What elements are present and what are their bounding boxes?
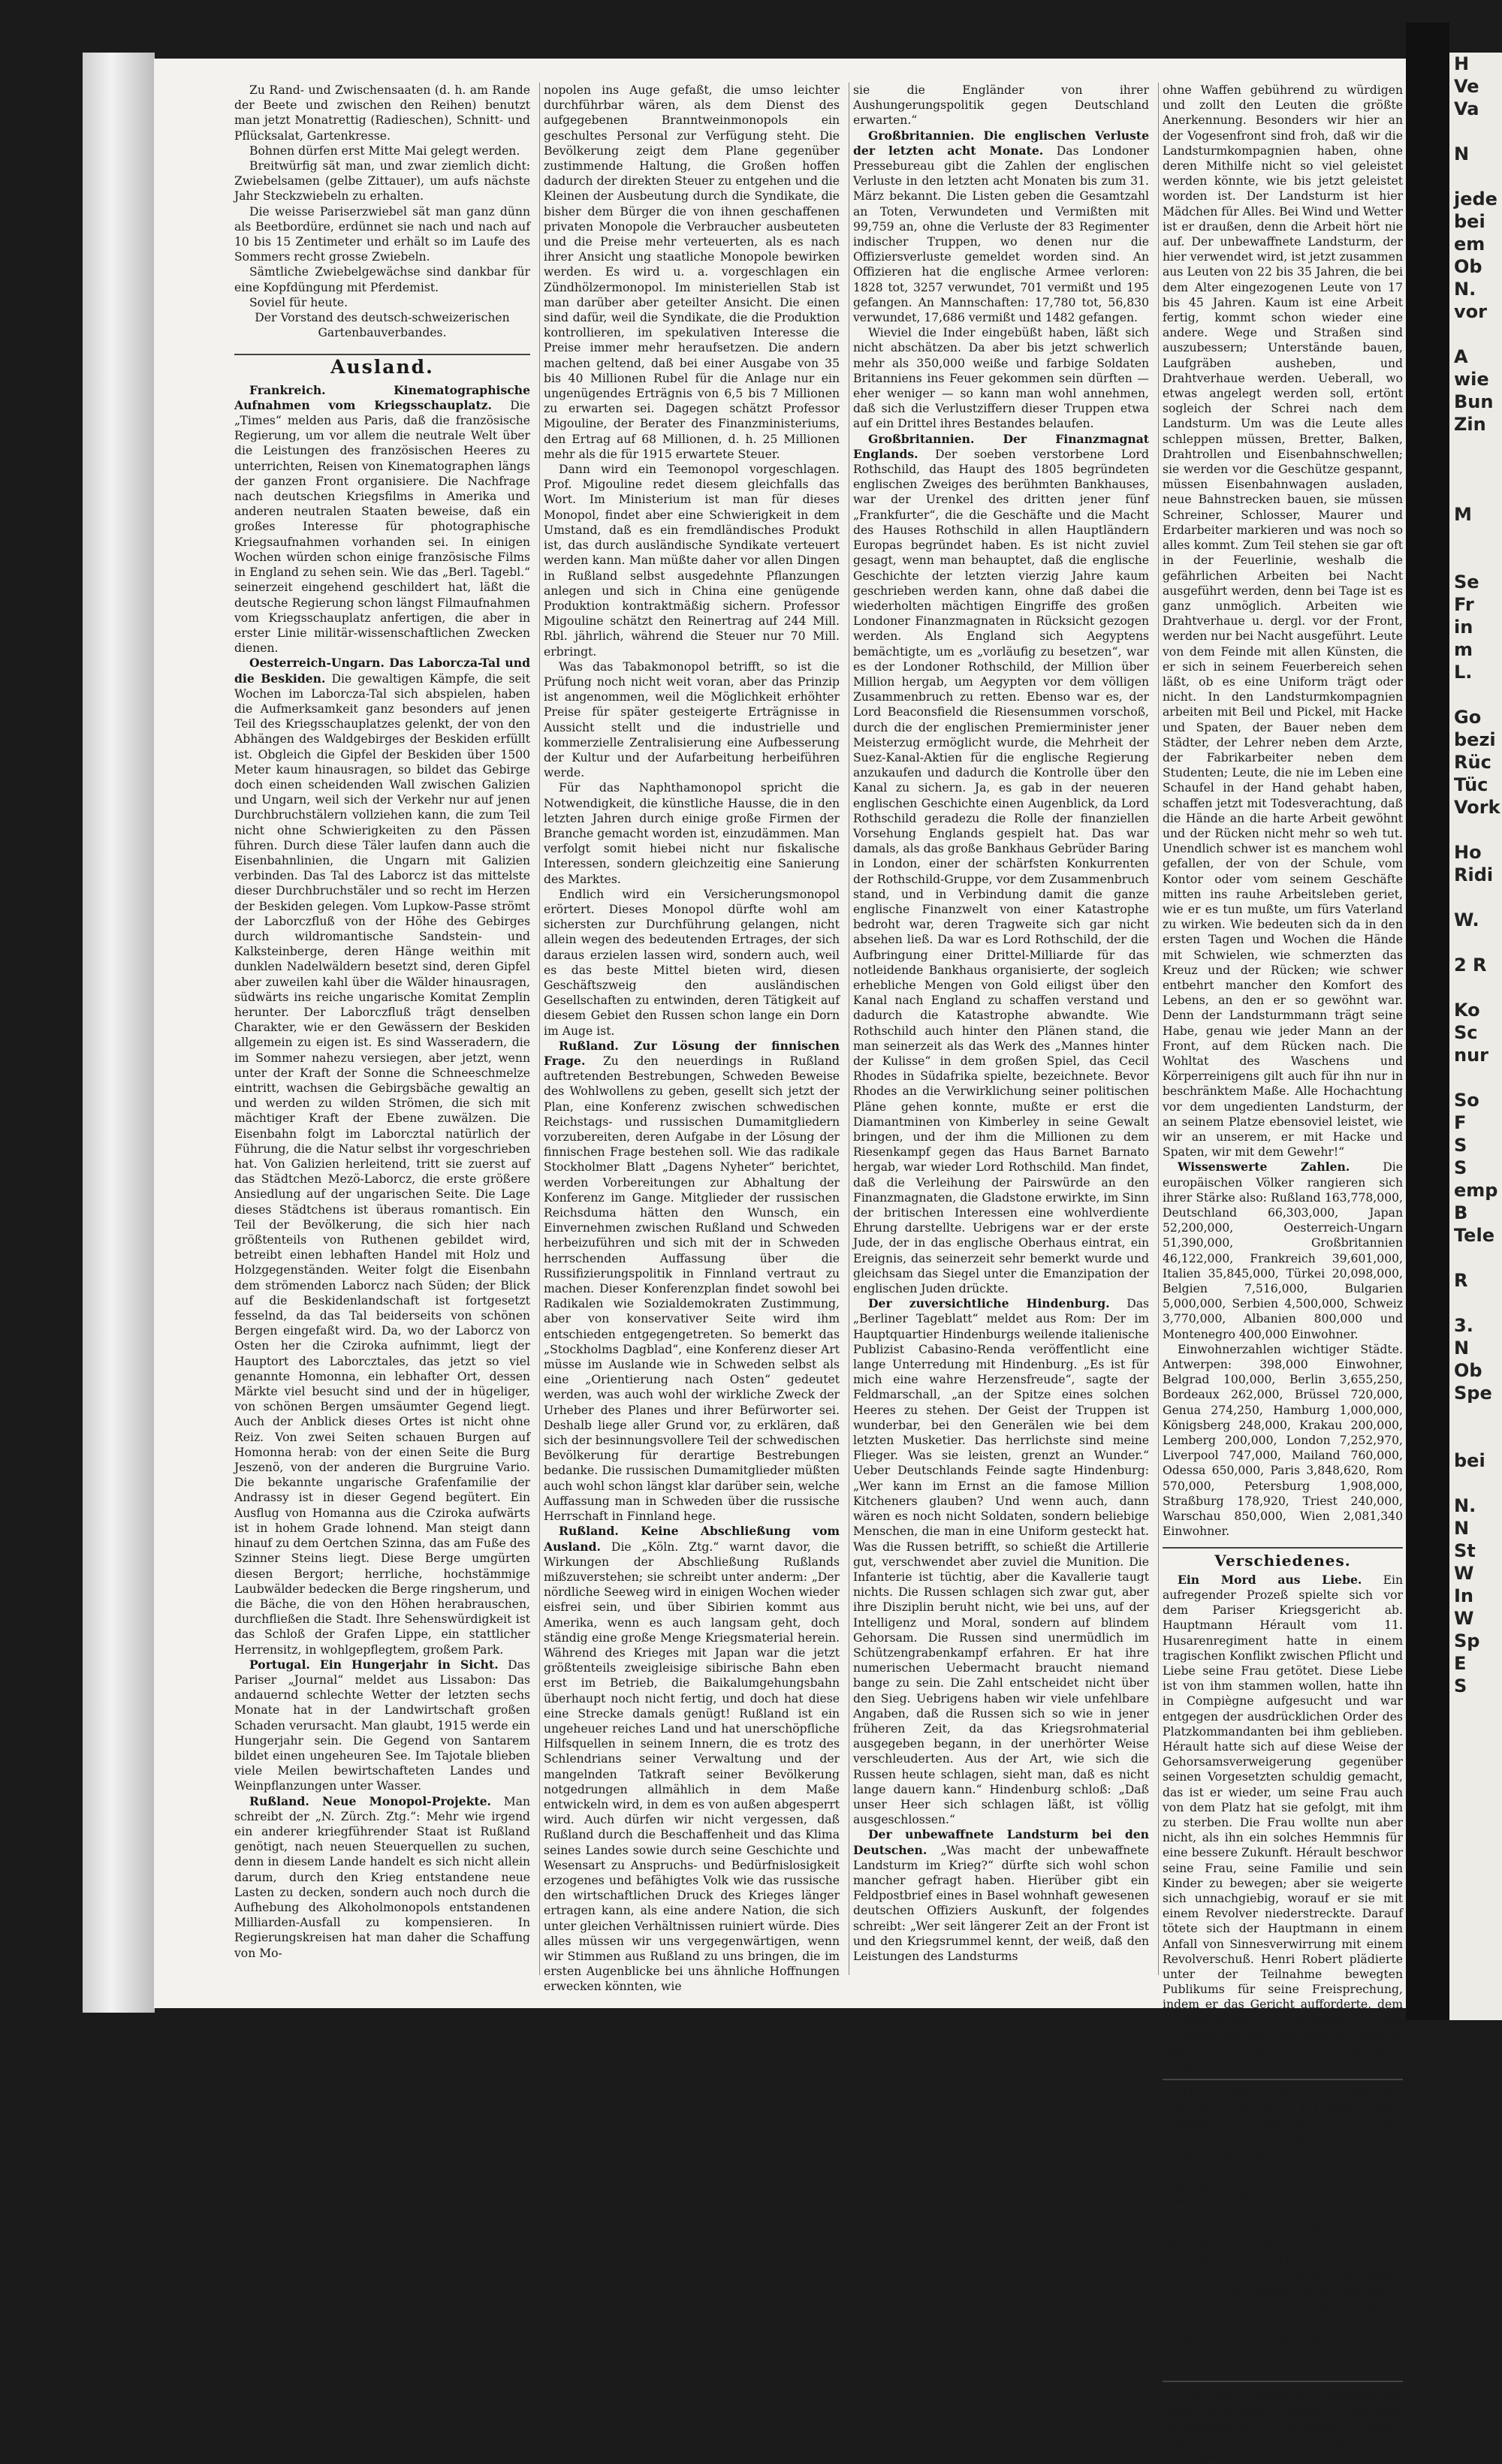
adjacent-page-text (1449, 120, 1502, 143)
adjacent-page-text (1449, 165, 1502, 188)
adjacent-page-fragment (1449, 53, 1502, 2020)
garden-intro-2: Bohnen dürfen erst Mitte Mai gelegt werden. (249, 143, 520, 158)
adjacent-page-text: Ob (1454, 1360, 1482, 1381)
article-body-verluste-2: Wieviel die Inder eingebüßt haben, läßt sich nicht abschätzen. Da aber bis jetzt schwerlich mehr als 350,000 weiße und farbige Soldaten Britanniens ins Feuer gekommen sein dürften — eher weniger — so kann man wohl annehmen, daß sich die Verlustziffern dieser Truppen etwa auf ein Drittel ihres Bestandes belaufen. (853, 326, 1149, 431)
subscription-notice: Auf die Aargauer Nachrichten kann jederzeit abonniert werden. Bestellungen nehmen jedes schweizerische Postbureau, sowie die Expedition entgegen. (1163, 2388, 1403, 2464)
adjacent-page-text: S (1454, 1157, 1467, 1178)
adjacent-page-text: N. (1454, 279, 1476, 300)
column-rule (1158, 83, 1159, 1975)
garden-intro-4: Die weisse Pariserzwiebel sät man ganz dünn als Beetbordüre, erdünnet sie nach und nach auf 10 bis 15 Zentimeter und erhält so im Laufe des Sommers recht grosse Zwiebeln. (234, 204, 530, 264)
adjacent-page-text: jede (1454, 188, 1497, 210)
adjacent-page-text: 3. (1454, 1315, 1473, 1336)
adjacent-page-text: Ve (1454, 76, 1479, 97)
adjacent-page-text (1449, 931, 1502, 954)
article-lead-hilfe: Hilfe für die notleidenden Schweizer in den kriegführenden Ländern. (1163, 2086, 1403, 2131)
adjacent-page-text: Bun (1454, 391, 1494, 412)
adjacent-page-text (1449, 1472, 1502, 1494)
adjacent-page-text: Tele (1454, 1225, 1494, 1246)
adjacent-page-text: Rüc (1454, 752, 1491, 773)
adjacent-page-text: Spe (1454, 1383, 1492, 1404)
garden-signature: Der Vorstand des deutsch-schweizerischen Gartenbauverbandes. (255, 311, 510, 340)
divider (1163, 2079, 1403, 2080)
adjacent-page-text: em (1454, 234, 1485, 255)
garden-intro-5: Sämtliche Zwiebelgewächse sind dankbar für eine Kopfdüngung mit Pferdemist. (234, 265, 530, 294)
adjacent-page-text (1449, 526, 1502, 548)
appeal-signatory: Direktor A. Suter; (1289, 2269, 1395, 2283)
adjacent-page-text: W. (1454, 909, 1479, 930)
adjacent-page-text: St (1454, 1540, 1476, 1561)
article-body-mord: Ein aufregender Prozeß spielte sich vor dem Pariser Kriegsgericht ab. Hauptmann Hérault vom 11. Husarenregiment hatte in einem tragischen Konflikt zwischen Pflicht und Liebe seine Frau getötet. Diese Liebe ist von ihm stammen wollen, hatte ihn in Compiègne aufgesucht und war entgegen der ausdrücklichen Order des Platzkommandanten bei ihm geblieben. Hérault hatte sich auf diese Weise der Gehorsamsverweigerung gegenüber seinen Vorgesetzten schuldig gemacht, das ist er wieder, um seine Frau auch von dem Platz hat sie gefolgt, mit ihm zu sterben. Die Frau wollte nun aber nicht, als ihn ein solches Hemmnis für eine bessere Zukunft. Hérault beschwor seine Frau, seine Familie und sein Kinder zu bewegen; aber sie weigerte sich unnachgiebig, worauf er sie mit einem Revolver niederstreckte. Darauf tötete sich der Hauptmann in einem Anfall von Sinnesverwirrung mit einem Revolverschuß. Henri Robert plädierte unter der Teilnahme bewegten Publikums für seine Freisprechung, indem er das Gericht aufforderte, dem Unglücklichen wenigstens den Ehrentod für das Vaterland zu gönnen. Das Gericht sprach der Angeklagte freigesprochen. (1163, 1573, 1403, 2073)
article-body-portugal: Das Pariser „Journal“ meldet aus Lissabon: Das andauernd schlechte Wetter der letzten sechs Monate hat in der Landwirtschaft großen Schaden verursacht. Man glaubt, 1915 werde ein Hungerjahr sein. Die Gegend von Santarem bildet einen ungeheuren See. Im Tajotale blieben viele Meilen bewirtschafteten Landes und Weinpflanzungen unter Wasser. (234, 1657, 530, 1793)
adjacent-page-text: M (1454, 504, 1472, 525)
adjacent-page-text: Se (1454, 572, 1479, 593)
article-body-monopol: nopolen ins Auge gefaßt, die umso leichter durchführbar wären, als dem Dienst des aufgegebenen Branntweinmonopols ein geschultes Personal zur Verfügung steht. Die Bevölkerung zeigt dem Plane gegenüber zustimmende Haltung, die Großen hoffen dadurch der direkten Steuer zu entgehen und die Kleinen der Ausbeutung durch die Syndikate, die bisher dem Bürger die von ihnen geschaffenen privaten Monopole die Verbraucher ausbeuteten und die Preise mehr verteuerten, als es nach ihrer Ansicht ung staatliche Monopole bewirken werden. Es wird u. a. vorgeschlagen ein Zündhölzermonopol. Im ministeriellen Stab ist man darüber aber geteilter Ansicht. Die einen sind dafür, weil die Syndikate, die die Produktion kontrollieren, im spekulativen Interesse die Preise immer mehr heraufsetzen. Die andern machen geltend, daß bei einer Ausgabe von 35 bis 40 Millionen Rubel für die Anlage nur ein ungenügendes Erträgnis von 6,5 bis 7 Millionen zu erwarten sei. Dagegen schätzt Professor Migouline, der Berater des Finanzministeriums, den Ertrag auf 68 Millionen, d. h. 25 Millionen mehr als die für 1915 erwartete Steuer. (544, 83, 840, 461)
article-body-zahlen: Die europäischen Völker rangieren sich ihrer Stärke also: Rußland 163,778,000, Deutschland 66,303,000, Japan 52,200,000, Oesterreich-Ungarn 51,390,000, Großbritannien 46,122,000, Frankreich 39,601,000, Italien 35,845,000, Türkei 20,098,000, Belgien 7,516,000, Bulgarien 5,000,000, Serbien 4,500,000, Schweiz 3,770,000, Albanien 800,000 und Montenegro 400,000 Einwohner. (1163, 1160, 1403, 1341)
adjacent-page-text: Ridi (1454, 864, 1494, 885)
article-body-staedte: Einwohnerzahlen wichtiger Städte. Antwerpen: 398,000 Einwohner, Belgrad 100,000, Berlin 3,655,250, Bordeaux 262,000, Brüssel 720,000, Genua 274,250, Hamburg 1,000,000, Königsberg 248,000, Krakau 200,000, Lemberg 200,000, London 7,252,970, Liverpool 747,000, Mailand 760,000, Odessa 650,000, Paris 3,848,620, Rom 570,000, Petersburg 1,908,000, Straßburg 178,920, Triest 240,000, Warschau 850,000, Wien 2,081,340 Einwohner. (1163, 1342, 1403, 1539)
appeal-signatory: Stadtammann Hans Häßig. (1234, 2315, 1395, 2329)
adjacent-page-text: Ko (1454, 1000, 1480, 1021)
article-body-abschliessung: Die „Köln. Ztg.“ warnt davor, die Wirkungen der Abschließung Rußlands mißzuverstehen; sie schreibt unter anderm: „Der nördliche Seeweg wird in einigen Wochen wieder eisfrei sein, und über Sibirien kommt aus Amerika, wenn es auch langsam geht, doch ständig eine große Menge Kriegsmaterial herein. Während des Krieges mit Japan war die jetzt größtenteils zweigleisige sibirische Bahn eben erst im Betrieb, die Baikalumgehungsbahn überhaupt noch nicht fertig, und doch hat diese eine Strecke damals genügt! Rußland ist ein ungeheuer reiches Land und hat unerschöpfliche Hilfsquellen in seinem Innern, die es trotz des Schlendrians seiner Verwaltung und der mangelnden Tatkraft seiner Bevölkerung notgedrungen allmählich in dem Maße entwickeln wird, in dem es von außen abgesperrt wird. Auch dürfen wir nicht vergessen, daß Rußland durch die Beschaffenheit und das Klima seines Landes sowie durch seine Geschichte und Wesensart zu Anspruchs- und Bedürfnislosigkeit erzogenes und befähigtes Volk wie das russische den wirtschaftlichen Druck des Krieges länger ertragen kann, als eine andere Nation, die sich unter gleichen Verhältnissen ruiniert würde. Dies alles müssen wir uns vergegenwärtigen, wenn wir Stimmen aus Rußland zu uns bringen, die im ersten Augenblicke bei uns ähnliche Hoffnungen erwecken könnten, wie (544, 1540, 840, 1994)
section-title-verschiedenes: Verschiedenes. (1163, 1547, 1403, 1568)
article-body-oesterreich: Die gewaltigen Kämpfe, die seit Wochen im Laborcza-Tal sich abspielen, haben die Aufmerksamkeit ganz besonders auf jenen Teil des Kriegsschauplatzes gelenkt, der von den Abhängen des Waldgebirges der Beskiden erfüllt ist. Obgleich die Gipfel der Beskiden über 1500 Meter kaum hinausragen, so bildet das Gebirge doch einen scheidenden Wall zwischen Galizien und Ungarn, weil sich der Verkehr nur auf jenen Durchbruchstälern vollziehen kann, die zum Teil nicht ohne Schwierigkeiten zu den Pässen führen. Durch diese Täler laufen dann auch die Eisenbahnlinien, die Ungarn mit Galizien verbinden. Das Tal des Laborcz ist das mittelste dieser Durchbruchstäler und so recht im Herzen der Beskiden gelegen. Vom Lupkow-Passe strömt der Laborczfluß von der Höhe des Gebirges durch wildromantische Sandstein- und Kalksteinberge, deren Hänge weithin mit dunklen Nadelwäldern besetzt sind, deren Gipfel aber zuweilen kahl über die Wälder hinausragen, südwärts ins reiche ungarische Komitat Zemplin herunter. Der Laborczfluß trägt denselben Charakter, wie er den Gewässern der Beskiden allgemein zu eigen ist. Es sind Wasseradern, die im Sommer nahezu versiegen, aber jetzt, wenn unter der Kraft der Sonne die Schneeschmelze eintritt, wachsen die Gebirgsbäche gewaltig an und werden zu wilden Strömen, die sich mit mächtiger Kraft der Ebene zuwälzen. Die Eisenbahn folgt im Laborcztal natürlich der Führung, die die Natur selbst ihr vorgeschrieben hat. Von Galizien herleitend, tritt sie zuerst auf das Städtchen Mezö-Laborcz, die erste größere Ansiedlung auf der ungarischen Seite. Die Lage dieses Städtchens ist überaus romantisch. Ein Teil der Bevölkerung, die sich hier nach größtenteils von Ruthenen gebildet wird, betreibt einen lebhaften Handel mit Holz und Holzgegenständen. Weiter folgt die Eisenbahn dem strömenden Laborcz nach Süden; der Blick auf die Beskidenlandschaft ist fortgesetzt fesselnd, da das Tal beiderseits von schönen Bergen eingefaßt wird. Da, wo der Laborcz von Osten her die Cziroka aufnimmt, liegt der Hauptort des Laborcztales, das jetzt so viel genannte Homonna, ein lebhafter Ort, dessen Märkte viel besucht sind und der in hügeliger, von schönen Bergen umsäumter Gegend liegt. Auch der Anblick dieses Ortes ist nicht ohne Reiz. Von zwei Seiten schauen Burgen auf Homonna herab: von der einen Seite die Burg Jeszenö, von der anderen die Burgruine Vario. Die bekannte ungarische Grafenfamilie der Andrassy ist in dieser Gegend begütert. Ein Ausflug von Homanna aus die Cziroka aufwärts ist in hohem Grade lohnend. Man steigt dann hinauf zu dem Oertchen Szinna, das am Fuße des Szinner Steins liegt. Diese Berge umgürten diesen Bergort; herrliche, hochstämmige Laubwälder bedecken die Berge ringsherum, und die Bäche, die von den Höhen herabrauschen, durchfließen die Stadt. Ihre Sehenswürdigkeit ist das Schloß der Grafen Lippe, ein stattlicher Herrensitz, in wohlgepflegtem, großem Park. (234, 671, 530, 1657)
article-body-finnland: Zu den neuerdings in Rußland auftretenden Bestrebungen, Schweden Beweise des Wohlwollens zu geben, gesellt sich jetzt der Plan, eine Konferenz zwischen schwedischen Reichstags- und russischen Dumamitgliedern vorzubereiten, deren Aufgabe in der Lösung der finnischen Frage bestehen soll. Wie das radikale Stockholmer Blatt „Dagens Nyheter“ berichtet, werden Vorbereitungen zur Abhaltung der Konferenz im Gange. Mitglieder der russischen Reichsduma hätten den Wunsch, ein Einvernehmen zwischen Rußland und Schweden herbeizuführen und sich mit der in Schweden herrschenden Auffassung über die Russifizierungspolitik in Finnland vertraut zu machen. Dieser Konferenzplan findet sowohl bei Radikalen wie Sozialdemokraten Zustimmung, aber von konservativer Seite wird ihm entschieden entgegengetreten. So bemerkt das „Stockholms Dagblad“, eine Konferenz dieser Art müsse im Auslande wie in Schweden selbst als eine „Orientierung nach Osten“ gedeutet werden, was auch wohl der wirkliche Zweck der Urheber des Planes und ihrer Befürworter sei. Deshalb liege aller Grund vor, zu erklären, daß sich der besinnungsvollere Teil der schwedischen Bevölkerung für derartige Bestrebungen bedanke. Die russischen Dumamitglieder müßten auch wohl schon längst klar darüber sein, welche Auffassung man in Schweden über die russische Herrschaft in Finnland hege. (544, 1054, 840, 1524)
article-body-tee: Dann wird ein Teemonopol vorgeschlagen. Prof. Migouline redet diesem gleichfalls das Wort. Im Ministerium ist man für dieses Monopol, findet aber eine Schwierigkeit in dem Umstand, daß es ein fremdländisches Produkt ist, das durch ausländische Syndikate verteuert werden kann. Man müßte daher vor allen Dingen in Rußland selbst ausgedehnte Pflanzungen anlegen und sich in China eine genügende Produktion kontraktmäßig sichern. Professor Migouline schätzt den Reinertrag auf 244 Mill. Rbl. jährlich, während die Steuer nur 70 Mill. erbringt. (544, 463, 840, 659)
adjacent-page-text (1449, 1427, 1502, 1449)
appeal-signatory: R. Zurlinden-Richner; (1265, 2300, 1395, 2314)
article-body-rothschild: Der soeben verstorbene Lord Rothschild, das Haupt des 1805 begründeten englischen Zweiges des berühmten Bankhauses, war der Urenkel des dritten jener fünf „Frankfurter“, die die Geschäfte und die Macht des Hauses Rothschild in allen Hauptländern Europas begründet haben. Es ist nicht zuviel gesagt, wenn man behauptet, daß die englische Geschichte der letzten vierzig Jahre kaum geschrieben werden kann, ohne daß dabei die wiederholten mächtigen Eingriffe des großen Londoner Finanzmagnaten in Rücksicht gezogen werden. Als England sich Aegyptens bemächtigte, um es „vorläufig zu besetzen“, war es der Londoner Rothschild, der Million über Million hergab, um Aegypten vor dem völligen Zusammenbruch zu retten. Ebenso war es, der Lord Beaconsfield die Riesensummen vorschoß, durch die der englischen Premierminister jener Meisterzug ermöglicht wurde, die Mehrheit der Suez-Kanal-Aktien für die englische Regierung anzukaufen und dadurch die Kontrolle über den Kanal zu sichern. Ja, es gab in der neueren englischen Geschichte einen Augenblick, da Lord Rothschild geradezu die Rolle der finanziellen Vorsehung Englands gespielt hat. Das war damals, als das große Bankhaus Gebrüder Baring in London, einer der schärfsten Konkurrenten der Rothschild-Gruppe, vor dem Zusammenbruch stand, und in Verbindung damit die ganze englische Finanzwelt von einer Katastrophe bedroht war, deren Tragweite sich gar nicht absehen ließ. Da war es Lord Rothschild, der die Aufbringung einer Drittel-Milliarde für das notleidende Bankhaus organisierte, der sogleich erhebliche Mengen von Gold eiligst über den Kanal nach England zu schaffen verstand und dadurch die Katastrophe abwandte. Wie Rothschild auch hinter den Plänen stand, die man seinerzeit als das Werk des „Mannes hinter der Kulisse“ in dem großen Spiel, das Cecil Rhodes in Südafrika spielte, bezeichnete. Bevor Rhodes an die Verwirklichung seiner politischen Pläne gehen konnte, mußte er erst die Diamantminen von Kimberley in seine Gewalt bringen, und der ihm die Millionen zu dem Riesenkampf gegen das Haus Barnet Barnato hergab, war wieder Lord Rothschild. Man findet, daß die Verleihung der Pairswürde an den Finanzmagnaten, die Gladstone erwirkte, im Sinn der britischen Interessen eine wohlverdiente Ehrung darstellte. Uebrigens war er der erste Jude, der in das englische Oberhaus eintrat, ein Ereignis, das seinerzeit sehr bemerkt wurde und gleichsam das Siegel unter die Emanzipation der englischen Juden drückte. (853, 447, 1149, 1296)
adjacent-page-text: N (1454, 143, 1470, 164)
article-lead-finnland: Rußland. Zur Lösung der finnischen Frage. (544, 1038, 840, 1068)
adjacent-page-text: Ob (1454, 256, 1482, 277)
article-lead-russland: Rußland. Neue Monopol-Projekte. (249, 1793, 491, 1808)
adjacent-page-text: S (1454, 1135, 1467, 1156)
adjacent-page-text (1449, 323, 1502, 345)
adjacent-page-text: N (1454, 1338, 1470, 1359)
adjacent-page-text: R (1454, 1270, 1468, 1291)
garden-intro-3: Breitwürfig sät man, und zwar ziemlich dicht: Zwiebelsamen (gelbe Zittauer), um aufs nächste Jahr Steckzwiebeln zu erhalten. (234, 159, 530, 204)
article-body-tabak: Was das Tabakmonopol betrifft, so ist die Prüfung noch nicht weit voran, aber das Prinzip ist angenommen, weil die Möglichkeit erhöhter Preise für später gesteigerte Erträgnisse in Aussicht stellt und die industrielle und kommerzielle Zentralisierung eine Aufbesserung der Kultur und der Aufarbeitung herbeiführen werde. (544, 659, 840, 780)
article-lead-abschliessung: Rußland. Keine Abschließung vom Ausland. (544, 1524, 840, 1554)
adjacent-page-text (1449, 1404, 1502, 1427)
article-body-russland: Man schreibt der „N. Zürch. Ztg.“: Mehr wie irgend ein anderer kriegführender Staat ist Rußland genötigt, nach neuen Steuerquellen zu suchen, denn in diesem Lande handelt es sich nicht allein darum, durch den Krieg entstandene neue Lasten zu decken, sondern auch noch durch die Aufhebung des Alkoholmonopols entstandenen Milliarden-Ausfall zu kompensieren. In Regierungskreisen hat man daher die Schaffung von Mo- (234, 1794, 530, 1960)
adjacent-page-text: 2 R (1454, 955, 1487, 976)
adjacent-page-text: Vork (1454, 797, 1500, 818)
article-body-landsturm-cont: ohne Waffen gebührend zu würdigen und zollt den Leuten die größte Anerkennung. Besonders wir hier an der Vogesenfront sind froh, daß wir die Landsturmkompagnien haben, ohne deren Mithilfe nicht so viel geleistet werden könnte, wie bis jetzt geleistet worden ist. Der Landsturm ist hier Mädchen für Alles. Bei Wind und Wetter ist er draußen, denn die Arbeit hört nie auf. Der unbewaffnete Landsturm, der hier verwendet wird, ist jetzt zusammen aus Leuten von 22 bis 35 Jahren, die bei dem Alter eingezogenen Leute von 17 bis 45 Jahren. Kaum ist eine Arbeit fertig, kommt schon wieder eine andere. Wege und Straßen sind auszubessern; Unterstände bauen, Laufgräben ausheben, und Drahtverhaue werden. Ueberall, wo etwas angelegt werden soll, ertönt sogleich der Schrei nach dem Landsturm. Um was die Leute alles schleppen müssen, Bretter, Balken, Drahtrollen und Eisenbahnschwellen; sie werden vor die Geschütze gespannt, müssen Eisenbahnwagen ausladen, neue Bahnstrecken bauen, sie müssen Schreiner, Schlosser, Maurer und Erdarbeiter markieren und was noch so alles kommt. Zum Teil stehen sie gar oft in der Feuerlinie, weshalb die gefährlichen Arbeiten bei Nacht ausgeführt werden, denn bei Tage ist es ganz unmöglich. Arbeiten wie Drahtverhaue u. dergl. vor der Front, werden nur bei Nacht ausgeführt. Leute von dem Feinde mit allen Künsten, die er sich in seinem Feuerbereich sehen läßt, ob es eine Uniform trägt oder nicht. In den Landsturmkompagnien arbeiten mit Beil und Pickel, mit Hacke und Spaten, der Bauer neben dem Städter, der Lehrer neben dem Arzte, der Fabrikarbeiter neben dem Studenten; Leute, die nie im Leben eine Schaufel in der Hand gehabt haben, schaffen jetzt mit Todesverachtung, daß die Hände an die harte Arbeit gewöhnt und der Rücken nicht mehr so weh tut. Unendlich schwer ist es manchem wohl gefallen, der von der Schule, vom Kontor oder vom seinem Geschäfte mitten ins rauhe Arbeitsleben geriet, wie er es tun mußte, um fürs Vaterland zu wirken. Wie bedeuten sich da in den ersten Tagen und Wochen die Hände mit Schwielen, wie schmerzten das Kreuz und der Rücken; wie schwer entbehrt mancher den Komfort des Lebens, an den er so gewöhnt war. Denn der Landsturmmann trägt seine Habe, genau wie jeder Mann an der Front, auf dem Rücken nach. Die Wohltat des Waschens und Körperreinigens gilt auch für ihn nur in beschränktem Maße. Alle Hochachtung vor dem ungedienten Landsturm, der an seinem Platze ebensoviel leistet, wie wir an unserem, er mit Hacke und Spaten, wir mit dem Gewehr!“ (1163, 83, 1403, 1160)
article-body-verluste: Das Londoner Pressebureau gibt die Zahlen der englischen Verluste in den letzten acht Monaten bis zum 31. März bekannt. Die Listen geben die Gesamtzahl an Toten, Verwundeten und Vermißten mit 99,759 an, ohne die Verluste der 83 Regimenter indischer Truppen, wo denen nur die Offiziersverluste gemeldet worden sind. An Offizieren hat die englische Armee verloren: 1828 tot, 3257 verwundet, 701 vermißt und 195 gefangen. An Mannschaften: 17,780 tot, 56,830 verwundet, 17,686 vermißt und 1482 gefangen. (853, 143, 1149, 325)
adjacent-page-text: nur (1454, 1045, 1489, 1066)
adjacent-page-text: bei (1454, 211, 1485, 232)
section-title-ausland: Ausland. (234, 354, 530, 375)
appeal-signatory: Nationalrat Dr. E. Zschokke; (1226, 2285, 1395, 2299)
adjacent-page-text: W (1454, 1563, 1474, 1584)
article-body-continued: sie die Engländer von ihrer Aushungerungspolitik gegen Deutschland erwarten.“ (853, 83, 1149, 128)
article-lead-portugal: Portugal. Ein Hungerjahr in Sicht. (249, 1657, 499, 1672)
column-rule (539, 83, 540, 1975)
adjacent-page-text (1449, 1247, 1502, 1269)
divider (1163, 2381, 1403, 2382)
adjacent-page-text: A (1454, 346, 1468, 367)
article-lead-verluste: Großbritannien. Die englischen Verluste der letzten acht Monate. (853, 128, 1149, 158)
appeal-donation-note: Gaben wolle man gefl. an Hrn. Stadtammann Häßig oder bei der Stadtkasse Aarau abgeben. (1163, 2330, 1403, 2375)
adjacent-page-text: vor (1454, 301, 1487, 322)
article-lead-frankreich: Frankreich. Kinematographische Aufnahmen vom Kriegsschauplatz. (234, 382, 530, 412)
adjacent-page-text: So (1454, 1090, 1479, 1111)
adjacent-page-text: bezi (1454, 729, 1496, 750)
appeal-date: Aarau, 5. April 1915. (1178, 2254, 1302, 2268)
article-lead-landsturm: Der unbewaffnete Landsturm bei den Deutschen. (853, 1827, 1149, 1857)
article-lead-hindenburg: Der zuversichtliche Hindenburg. (868, 1296, 1110, 1311)
adjacent-page-text: m (1454, 639, 1473, 660)
adjacent-page-text (1449, 683, 1502, 706)
article-body-naphtha: Für das Naphthamonopol spricht die Notwendigkeit, die künstliche Hausse, die in den letzten Jahren durch einige große Firmen der Branche gemacht worden ist, einzudämmen. Man verfolgt somit hiebei nicht nur fiskalische Interessen, sondern gleichzeitig eine Sanierung des Marktes. (544, 781, 840, 886)
adjacent-page-text: Fr (1454, 594, 1474, 615)
adjacent-page-text (1449, 976, 1502, 999)
article-lead-oesterreich: Oesterreich-Ungarn. Das Laborcza-Tal und die Beskiden. (234, 656, 530, 686)
adjacent-page-text: Sp (1454, 1630, 1480, 1651)
garden-intro-1: Zu Rand- und Zwischensaaten (d. h. am Rande der Beete und zwischen den Reihen) benutzt man jetzt Monatrettig (Radieschen), Schnitt- und Pflücksalat, Gartenkresse. (234, 83, 530, 143)
adjacent-page-text: emp (1454, 1180, 1498, 1201)
column-4 (1163, 83, 1403, 2464)
column-1 (234, 83, 530, 1975)
adjacent-page-text (1449, 481, 1502, 503)
adjacent-page-text: W (1454, 1608, 1474, 1629)
adjacent-page-text (1449, 1292, 1502, 1314)
page-edge (83, 53, 155, 2013)
adjacent-page-text (1449, 548, 1502, 571)
article-body-hilfe: An die Bevölkerung des Bezirks Aarau: Beauftragt, die Gabensammlung im Bezirk Aarau zu besorgen, bitten wir unsere Mitbürger angelegentlich, uns ihre gütigen Spenden für die notleidenden Schweizer in den kriegführenden Ländern bald recht zahlreich zukommen zu lassen. (1163, 2117, 1403, 2253)
adjacent-page-text (1449, 436, 1502, 458)
adjacent-page-text: S (1454, 1675, 1467, 1696)
adjacent-page-text: N. (1454, 1495, 1476, 1516)
adjacent-page-text: bei (1454, 1450, 1485, 1471)
article-lead-zahlen: Wissenswerte Zahlen. (1178, 1160, 1350, 1175)
article-body-landsturm: „Was macht der unbewaffnete Landsturm im Krieg?“ dürfte sich wohl schon mancher gefragt haben. Hierüber gibt ein Feldpostbrief eines in Basel wohnhaft gewesenen deutschen Offiziers Auskunft, der folgendes schreibt: „Wer seit längerer Zeit an der Front ist und den Kriegsrummel kennt, der weiß, daß den Leistungen des Landsturms (853, 1843, 1149, 1963)
column-3 (853, 83, 1149, 1975)
adjacent-page-text (1449, 1066, 1502, 1089)
column-2 (544, 83, 840, 1994)
garden-intro-6: Soviel für heute. (249, 295, 348, 309)
article-lead-rothschild: Großbritannien. Der Finanzmagnat Englands. (853, 431, 1149, 461)
adjacent-page-text: L. (1454, 662, 1473, 683)
adjacent-page-text (1449, 819, 1502, 841)
adjacent-page-text: Ho (1454, 842, 1482, 863)
adjacent-page-text: H (1454, 53, 1470, 74)
adjacent-page-text (1449, 458, 1502, 481)
adjacent-page-text: Sc (1454, 1022, 1478, 1043)
adjacent-page-text: E (1454, 1653, 1467, 1674)
adjacent-page-text: F (1454, 1112, 1467, 1133)
adjacent-page-text: B (1454, 1202, 1468, 1223)
article-lead-mord: Ein Mord aus Liebe. (1178, 1572, 1362, 1587)
book-spine (1406, 23, 1449, 2020)
adjacent-page-text (1449, 886, 1502, 909)
article-body-hindenburg: Das „Berliner Tageblatt“ meldet aus Rom: Der im Hauptquartier Hindenburgs weilende italienische Publizist Cabasino-Renda veröffentlicht eine lange Unterredung mit Hindenburg. „Es ist für mich eine wahre Herzensfreude“, sagte der Feldmarschall, „an der Spitze eines solchen Heeres zu stehen. Der Geist der Truppen ist wunderbar, bei den Generälen wie bei dem letzten Musketier. Das herrlichste sind meine Flieger. Was sie leisten, grenzt an Wunder.“ Ueber Deutschlands Feinde sagte Hindenburg: „Wer kann im Ernst an die famose Million Kitcheners glauben? Und wenn auch, dann wären es noch nicht Soldaten, sondern beliebige Menschen, die man in eine Uniform gesteckt hat. Was die Russen betrifft, so schießt die Artillerie gut, verschwendet aber zuviel die Munition. Die Infanterie ist tüchtig, aber die Kavallerie taugt nichts. Die Russen schlagen sich zwar gut, aber ihre Disziplin beruht nicht, wie bei uns, auf der Intelligenz und Moral, sondern auf blindem Gehorsam. Die Russen sind unermüdlich im Schützengrabenkampf erfahren. Er hat ihre numerischen Uebermacht braucht niemand bange zu sein. Die Zahl entscheidet nicht über den Sieg. Uebrigens haben wir viele unfehlbare Angaben, daß die Russen sich so wie in jener früheren Zeit, da das Kriegsrohmaterial ausgegeben begann, in der unerhörter Weise verschleuderten. Aus der Art, wie sich die Russen heute schlagen, sieht man, daß es nicht lange dauern kann.“ Hindenburg schloß: „Daß unser Heer sich schlagen läßt, ist völlig ausgeschlossen.“ (853, 1297, 1149, 1827)
adjacent-page-text: Tüc (1454, 774, 1488, 795)
adjacent-page-text: N (1454, 1518, 1470, 1539)
adjacent-page-text: wie (1454, 369, 1489, 390)
adjacent-page-text: Va (1454, 98, 1479, 119)
adjacent-page-text: Go (1454, 707, 1482, 728)
adjacent-page-text: Zin (1454, 414, 1486, 435)
adjacent-page-text: in (1454, 617, 1473, 638)
article-body-frankreich: Die „Times“ melden aus Paris, daß die französische Regierung, um vor allem die neutrale Welt über die Leistungen des französischen Heeres zu unterrichten, Reisen von Kinematographen längs der ganzen Front organisiere. Die Nachfrage nach deutschen Kriegsfilms in Amerika und anderen neutralen Staaten beweise, daß ein großes Interesse für photographische Kriegsaufnahmen vorhanden sei. In einigen Wochen würden schon einige französische Films in England zu sehen sein. Wie das „Berl. Tagebl.“ seinerzeit eingehend geschildert hat, läßt die deutsche Regierung schon längst Filmaufnahmen vom Kriegsschauplatz anfertigen, die aber in erster Linie militär-wissenschaftlichen Zwecken dienen. (234, 398, 530, 656)
adjacent-page-text: In (1454, 1585, 1474, 1606)
article-body-versicherung: Endlich wird ein Versicherungsmonopol erörtert. Dieses Monopol dürfte wohl am sichersten zur Durchführung gelangen, nicht allein wegen des bedeutenden Ertrages, der sich daraus erzielen lassen wird, sondern auch, weil es das beste Mittel bieten wird, diesen Geschäftszweig den ausländischen Gesellschaften zu entwinden, deren Tätigkeit auf diesem Gebiet den Russen schon lange ein Dorn im Auge ist. (544, 887, 840, 1038)
